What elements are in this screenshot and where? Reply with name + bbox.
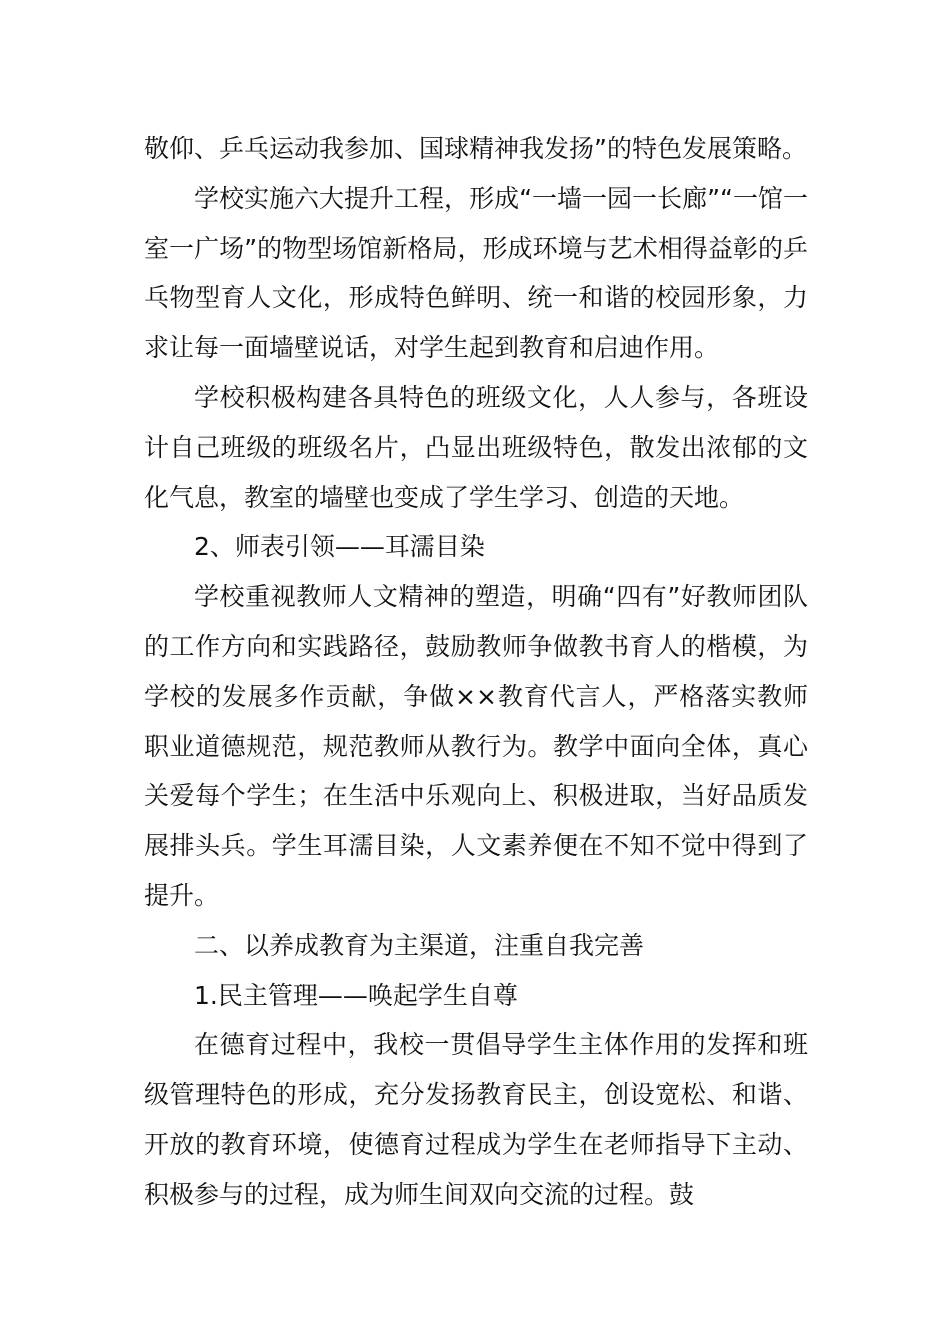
section-heading: 二、以养成教育为主渠道，注重自我完善 [194,930,645,960]
section-heading: 1.民主管理——唤起学生自尊 [194,980,518,1010]
section-heading: 2、师表引领——耳濡目染 [194,532,485,562]
paragraph: 学校重视教师人文精神的塑造，明确“四有”好教师团队的工作方向和实践路径，鼓励教师争做教书育人的楷模，为学校的发展多作贡献，争做××教育代言人，严格落实教师职业道德规范，规范教师从教行为。教学中面向全体，真心关爱每个学生；在生活中乐观向上、积极进取，当好品质发展排头兵。学生耳濡目染，人文素养便在不知不觉中得到了提升。 [144,582,808,910]
paragraph: 在德育过程中，我校一贯倡导学生主体作用的发挥和班级管理特色的形成，充分发扬教育民主，创设宽松、和谐、开放的教育环境，使德育过程成为学生在老师指导下主动、积极参与的过程，成为师生间双向交流的过程。鼓 [144,1030,808,1209]
paragraph: 敬仰、乒乓运动我参加、国球精神我发扬”的特色发展策略。 [144,134,807,163]
document-body [144,124,808,1220]
paragraph: 学校积极构建各具特色的班级文化，人人参与，各班设计自己班级的班级名片，凸显出班级特色，散发出浓郁的文化气息，教室的墙壁也变成了学生学习、创造的天地。 [144,382,808,512]
paragraph: 学校实施六大提升工程，形成“一墙一园一长廊”“一馆一室一广场”的物型场馆新格局，形成环境与艺术相得益彰的乒乓物型育人文化，形成特色鲜明、统一和谐的校园形象，力求让每一面墙壁说话，对学生起到教育和启迪作用。 [144,183,808,363]
